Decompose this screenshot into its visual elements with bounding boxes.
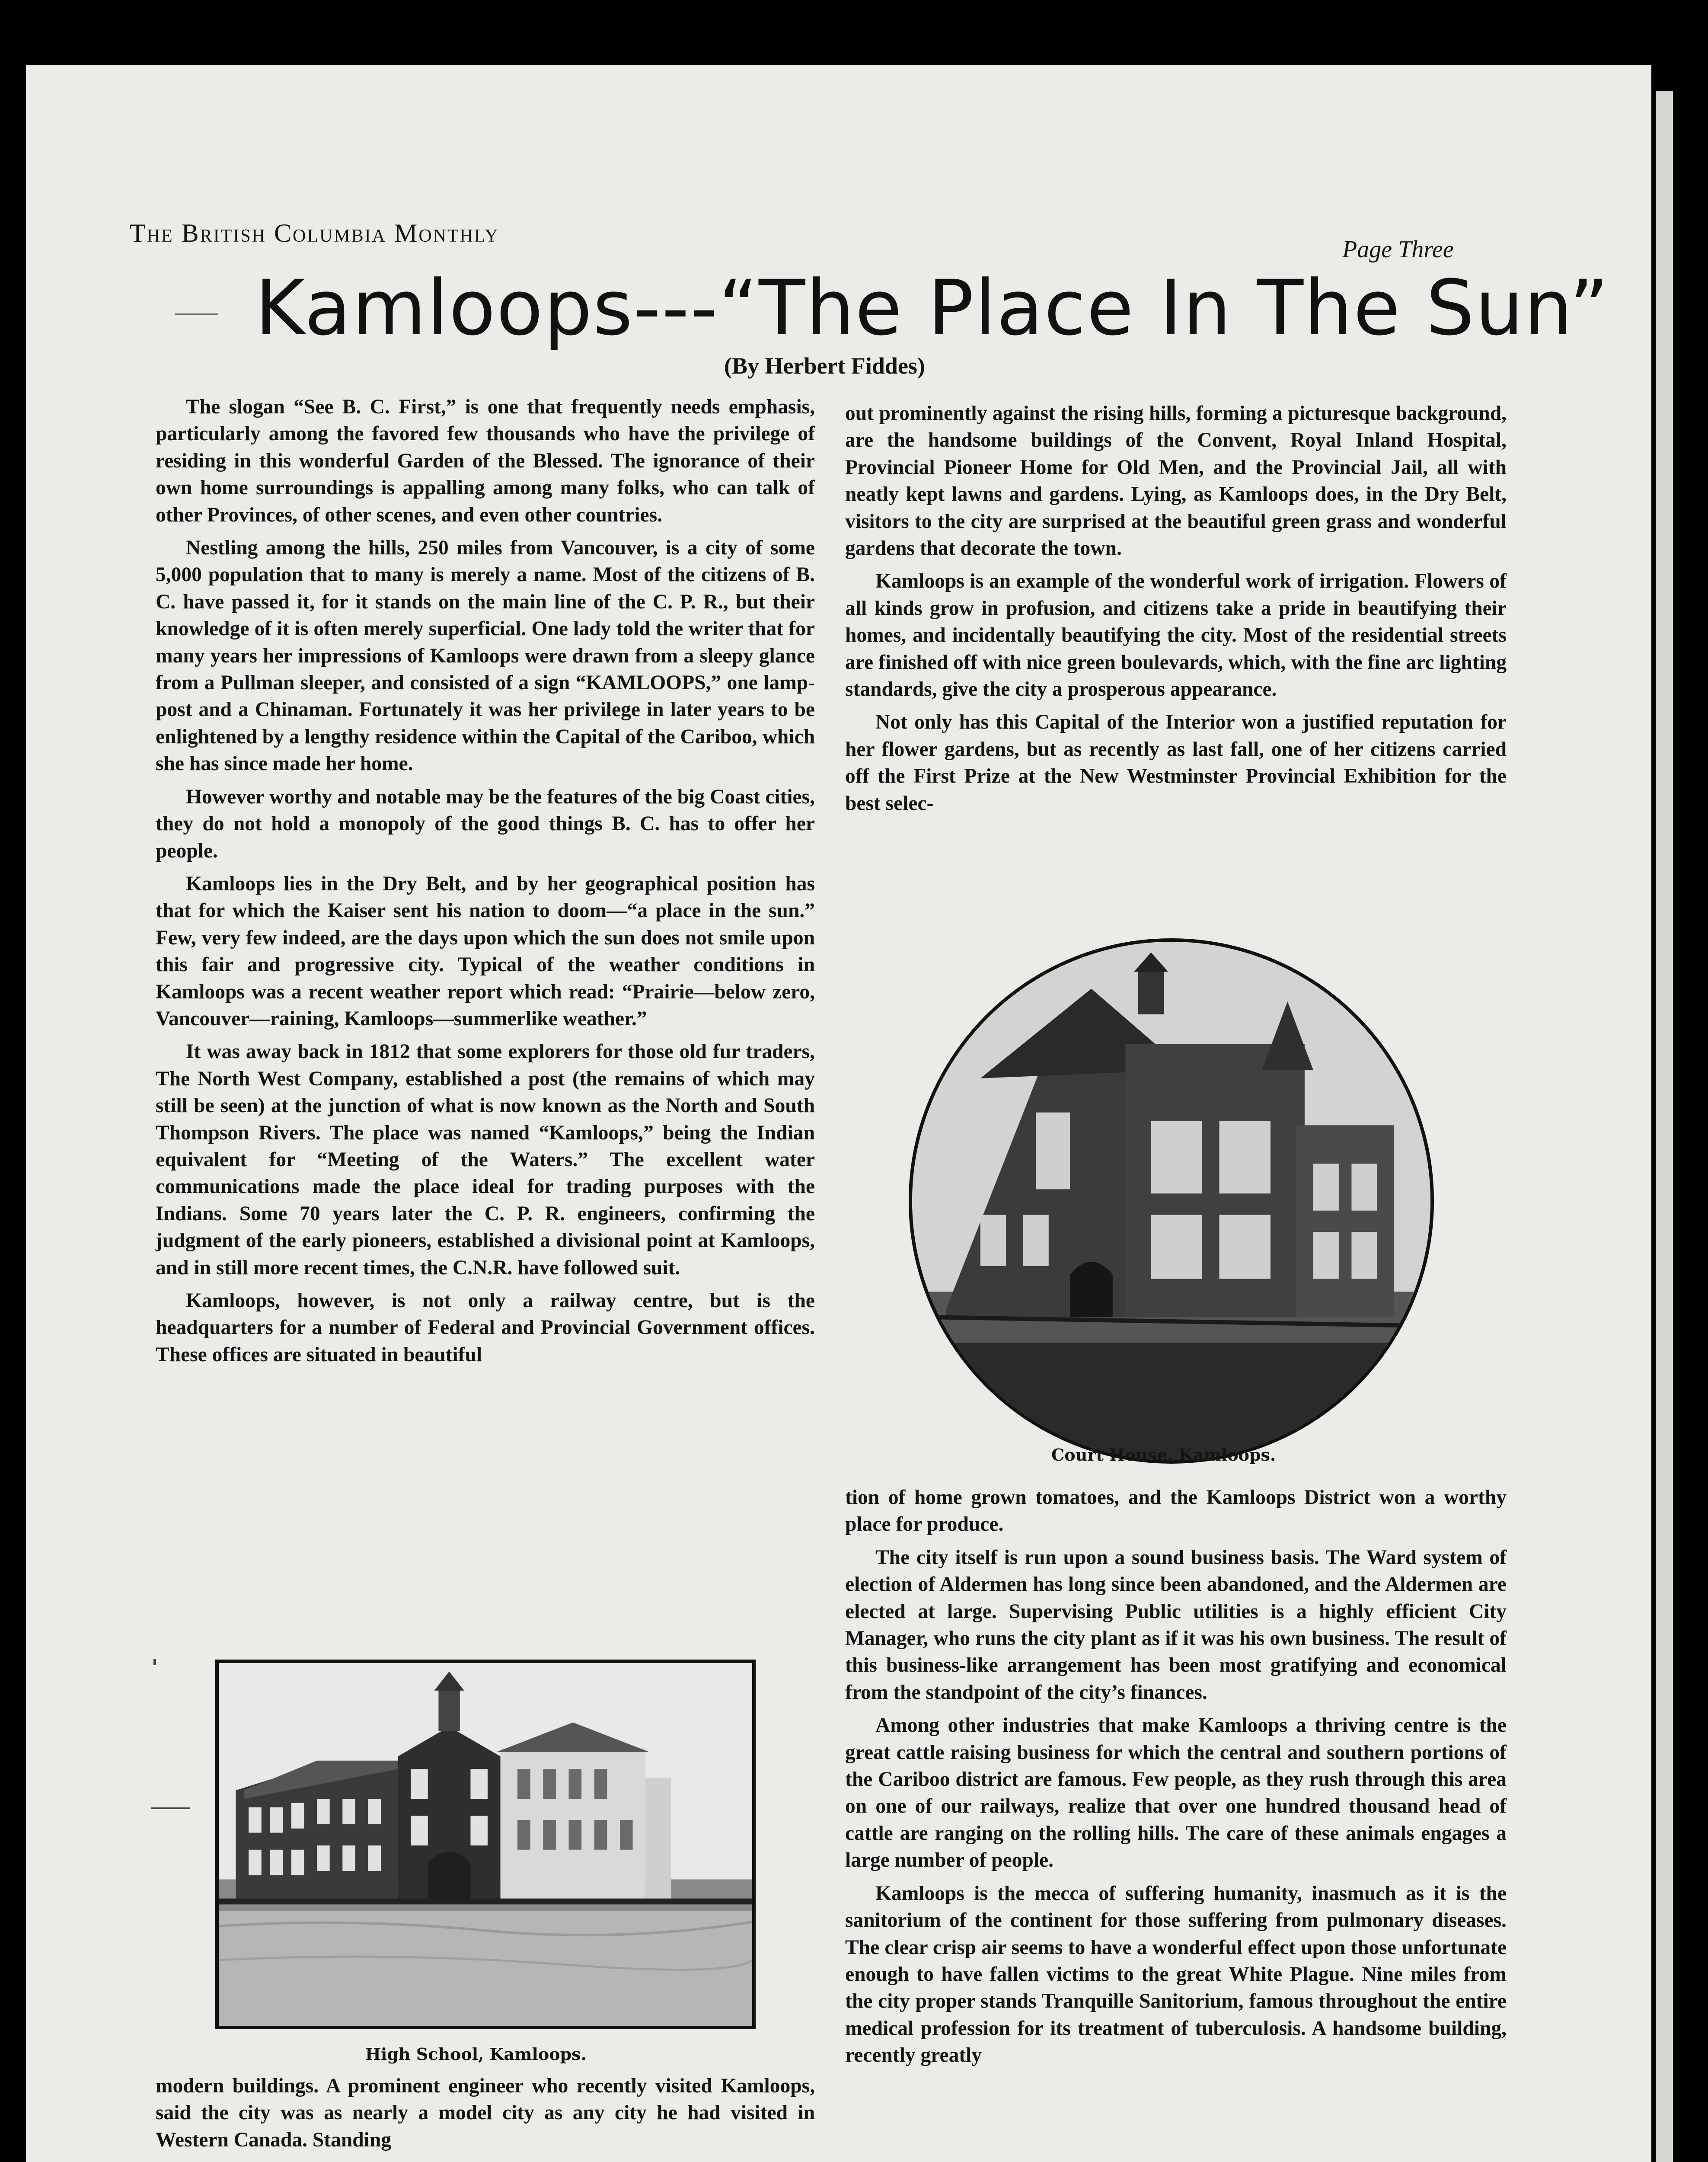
print-speck <box>153 1659 156 1665</box>
paragraph: However worthy and notable may be the features of the big Coast cities, they do not hold a monopoly of the good things B. C. has to offer her people. <box>156 785 815 862</box>
paragraph: Kamloops is the mecca of suffering humanity, inasmuch as it is the sanitorium of the continent for those suffering from pulmonary diseases. The clear crisp air seems to have a wonderful effect upon those unfortunate enough to have fallen victims to the great White Plague. Nine miles from the city proper stands Tranquille Sanitorium, famous throughout the entire medical profession for its treatment of tuberculosis. A handsome building, recently greatly <box>845 1882 1507 2067</box>
page-number: Page Three <box>1342 236 1454 263</box>
left-column-continuation <box>156 2072 815 2159</box>
high-school-photo <box>215 1660 756 2029</box>
court-house-photo <box>909 938 1434 1464</box>
top-black-border <box>0 0 1708 35</box>
right-column-bottom <box>845 1484 1507 2075</box>
paragraph: Kamloops, however, is not only a railway centre, but is the headquarters for a number of Federal and Provincial Government offices. These offices are situated in beautiful <box>156 1289 815 1366</box>
high-school-caption: High School, Kamloops. <box>365 2044 587 2064</box>
paragraph: Kamloops is an example of the wonderful work of irrigation. Flowers of all kinds grow in profusion, and citizens take a pride in beautifying their homes, and incidentally beautifying the city. Most of the residential streets are finished off with nice green boulevards, which, with the fine arc lighting standards, give the city a prosperous appearance. <box>845 570 1507 701</box>
paragraph: modern buildings. A prominent engineer who recently visited Kamloops, said the city was as nearly a model city as any city he had visited in Western Canada. Standing <box>156 2075 815 2151</box>
paragraph: Among other industries that make Kamloops a thriving centre is the great cattle raising business for which the central and southern portions of the Cariboo district are famous. Few people, as they rush through this area on one of our railways, realize that over one hundred thousand head of cattle are ranging on the rolling hills. The care of these animals engages a large number of people. <box>845 1714 1507 1872</box>
left-column <box>156 393 815 1374</box>
paragraph: Nestling among the hills, 250 miles from Vancouver, is a city of some 5,000 population that to many is merely a name. Most of the citizens of B. C. have passed it, for it stands on the main line of the C. P. R., but their knowledge of it is often merely superficial. One lady told the writer that for many years her impressions of Kamloops were drawn from a sleepy glance from a Pullman sleeper, and consisted of a sign “KAMLOOPS,” one lamp-post and a Chinaman. Fortunately it was her privilege in later years to be enlightened by a lengthy residence within the Capital of the Cariboo, which she has since made her home. <box>156 537 815 775</box>
page-edge-strip <box>1656 91 1673 2162</box>
court-house-caption: Court House, Kamloops. <box>1051 1445 1276 1465</box>
paragraph: The slogan “See B. C. First,” is one that frequently needs emphasis, particularly among the favored few thousands who have the privilege of residing in this wonderful Garden of the Blessed. The ignorance of their own home surroundings is appalling among many folks, who can talk of other Provinces, of other scenes, and even other countries. <box>156 396 815 526</box>
paragraph: It was away back in 1812 that some explorers for those old fur traders, The North West Company, established a post (the remains of which may still be seen) at the junction of what is now known as the North and South Thompson Rivers. The place was named “Kamloops,” being the Indian equivalent for “Meeting of the Waters.” The excellent water communications made the place ideal for trading purposes with the Indians. Some 70 years later the C. P. R. engineers, confirming the judgment of the early pioneers, established a divisional point at Kamloops, and in still more recent times, the C.N.R. have followed suit. <box>156 1040 815 1279</box>
paragraph: Not only has this Capital of the Interior won a justified reputation for her flower gardens, but as recently as last fall, one of her citizens carried off the First Prize at the New Westminster Provincial Exhibition for the best selec- <box>845 711 1507 815</box>
byline: (By Herbert Fiddes) <box>724 353 925 379</box>
binding-mark <box>8 164 24 182</box>
title-dash-mark <box>175 313 218 315</box>
paragraph: tion of home grown tomatoes, and the Kamloops District won a worthy place for produce. <box>845 1486 1507 1536</box>
paragraph: out prominently against the rising hills, forming a picturesque background, are the handsome buildings of the Convent, Royal Inland Hospital, Provincial Pioneer Home for Old Men, and the Provincial Jail, all with neatly kept lawns and gardens. Lying, as Kamloops does, in the Dry Belt, visitors to the city are surprised at the beautiful green grass and wonderful gardens that decorate the town. <box>845 402 1507 560</box>
article-title: Kamloops---“The Place In The Sun” <box>255 264 1610 352</box>
masthead: The British Columbia Monthly <box>130 219 499 247</box>
paragraph: The city itself is run upon a sound business basis. The Ward system of election of Aldermen has long since been abandoned, and the Aldermen are elected at large. Supervising Public utilities is a highly efficient City Manager, who runs the city plant as if it was his own business. The result of this business-like arrangement has been most gratifying and economical from the standpoint of the city’s finances. <box>845 1546 1507 1704</box>
print-dash-mark <box>151 1807 190 1809</box>
right-column-top <box>845 400 1507 823</box>
paragraph: Kamloops lies in the Dry Belt, and by her geographical position has that for which the Kaiser sent his nation to doom—“a place in the sun.” Few, very few indeed, are the days upon which the sun does not smile upon this fair and progressive city. Typical of the weather conditions in Kamloops was a recent weather report which read: “Prairie—below zero, Vancouver—raining, Kamloops—summerlike weather.” <box>156 872 815 1030</box>
